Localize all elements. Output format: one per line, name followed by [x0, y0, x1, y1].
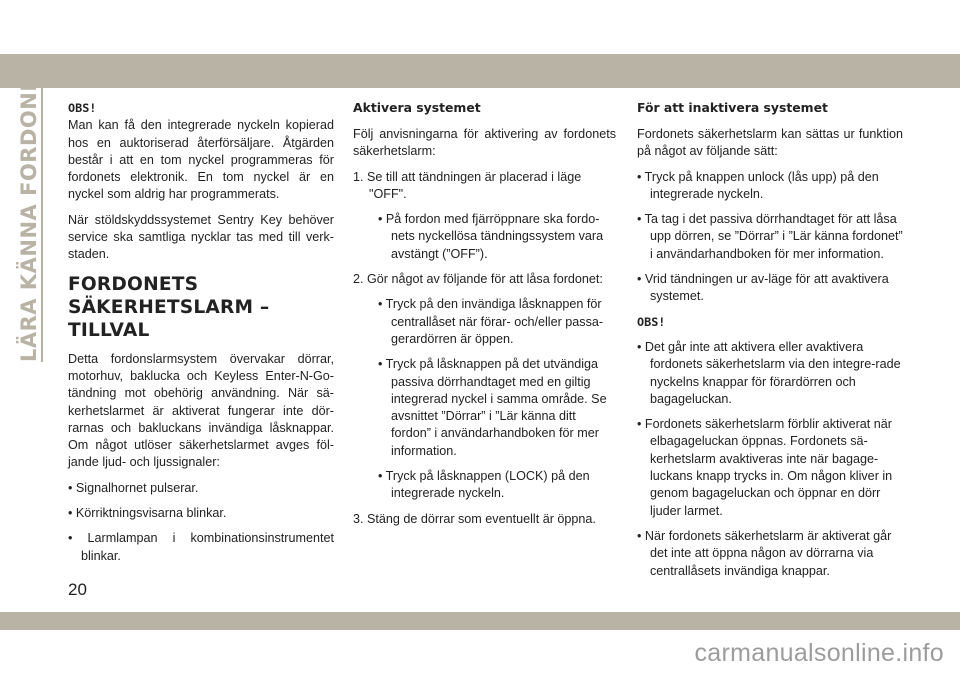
list-item: • Vrid tändningen ur av-läge för att avaktivera systemet.	[637, 272, 889, 304]
step-3: 3. Stäng de dörrar som eventuellt är öppna.	[353, 511, 596, 526]
deactivate-intro: Fordonets säkerhetslarm kan sättas ur funktion på något av följande sätt:	[637, 127, 903, 159]
alarm-description: Detta fordonslarmsystem övervakar dörrar, motorhuv, baklucka och Keyless Enter-N-Go-tändning mot obehörig användning. När sä-kerhetslarmet är aktiverat fungerar inte dör-rarnas och bakluckans invändiga låsknappar. Om något utlöser säkerhetslarmet avges föl-jande ljud- och ljussignaler:	[68, 351, 334, 470]
column-left	[68, 100, 334, 573]
section-heading-line2: SÄKERHETSLARM – TILLVAL	[68, 296, 270, 341]
section-heading	[68, 273, 334, 342]
list-item: • Det går inte att aktivera eller avaktivera fordonets säkerhetslarm via den integre-rade nyckelns knappar för förardörren och bagageluckan.	[637, 339, 901, 406]
watermark: carmanualsonline.info	[694, 639, 944, 667]
step-1-sub: • På fordon med fjärröppnare ska fordo-nets nyckellösa tändningssystem vara avstängt (”OFF”).	[378, 212, 604, 261]
obs-text: Man kan få den integrerade nyckeln kopierad hos en auktoriserad återförsäljare. Åtgärden består i att en tom nyckel programmeras för fordonets elektronik. En tom nyckel är en nyckel som aldrig har programmerats.	[68, 118, 334, 202]
list-item: • Larmlampan i kombinationsinstrumentet blinkar.	[68, 531, 334, 563]
obs-label: OBS!	[68, 101, 97, 115]
top-margin	[0, 0, 960, 54]
list-item: • Tryck på knappen unlock (lås upp) på den integrerade nyckeln.	[637, 169, 879, 201]
step-1: 1. Se till att tändningen är placerad i läge "OFF".	[353, 169, 582, 201]
subheading-deactivate: För att inaktivera systemet	[637, 100, 828, 115]
section-side-tab	[10, 61, 50, 363]
header-band	[0, 54, 960, 88]
section-side-tab-label: LÄRA KÄNNA FORDONET	[17, 61, 42, 363]
step-2-sub: • Tryck på den invändiga låsknappen för centrallåset när förar- och/eller passa-gerardörren är öppen.	[378, 297, 604, 346]
step-2-sub: • Tryck på låsknappen (LOCK) på den integrerade nyckeln.	[378, 469, 590, 501]
step-2: 2. Gör något av följande för att låsa fordonet:	[353, 272, 603, 287]
list-item: • Fordonets säkerhetslarm förblir aktiverat när elbagageluckan öppnas. Fordonets sä-kerhetslarm avaktiveras inte när bagage-luckans knapp trycks in. Om någon kliver in genom bagageluckan och öppnar en dörr ljuder larmet.	[637, 417, 893, 518]
subheading-activate: Aktivera systemet	[353, 100, 481, 115]
header-divider	[0, 88, 960, 92]
sentry-key-paragraph: När stöldskyddssystemet Sentry Key behöver service ska samtliga nycklar tas med till verk-staden.	[68, 212, 334, 262]
obs-label: OBS!	[637, 314, 666, 329]
column-right	[637, 100, 903, 588]
list-item: • När fordonets säkerhetslarm är aktiverat går det inte att öppna någon av dörrarna via centrallåsets invändiga knappar.	[637, 528, 892, 578]
list-item: • Signalhornet pulserar.	[68, 480, 199, 495]
footer-band	[0, 612, 960, 630]
list-item: • Ta tag i det passiva dörrhandtaget för att låsa upp dörren, se ”Dörrar” i ”Lär känna fordonet” i användarhandboken för mer information.	[637, 212, 903, 261]
activate-intro: Följ anvisningarna för aktivering av fordonets säkerhetslarm:	[353, 127, 616, 159]
column-middle	[353, 100, 616, 536]
section-heading-line1: FORDONETS	[68, 273, 199, 295]
page-number: 20	[68, 580, 87, 599]
list-item: • Körriktningsvisarna blinkar.	[68, 506, 227, 521]
step-2-sub: • Tryck på låsknappen på det utvändiga passiva dörrhandtaget med en giltig integrerad nyckel i samma område. Se avsnittet ”Dörrar” i ”Lär känna ditt fordon” i användarhandboken för mer information.	[378, 357, 607, 458]
